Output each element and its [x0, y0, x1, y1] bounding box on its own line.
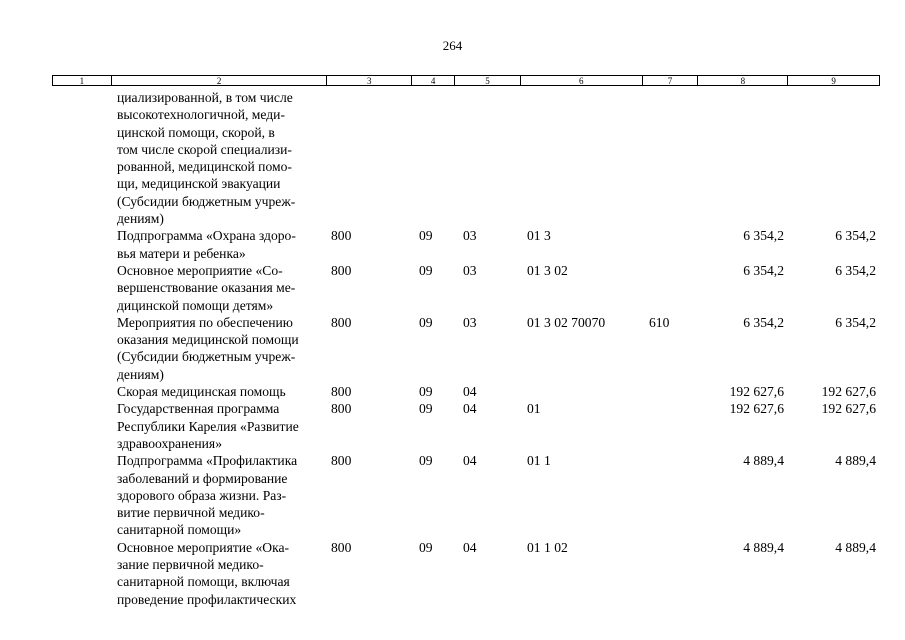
row-col-6: 01 3 02 70070 — [527, 314, 606, 330]
table-row — [0, 452, 905, 539]
row-name-line: здравоохранения» — [117, 435, 222, 451]
table-row — [0, 227, 905, 262]
row-name-line: Основное мероприятие «Со- — [117, 262, 283, 278]
row-name — [117, 89, 332, 227]
row-col-4: 09 — [419, 314, 433, 330]
row-name-line: витие первичной медико- — [117, 505, 265, 521]
row-col-5: 04 — [463, 453, 477, 469]
row-name-line: оказания медицинской помощи — [117, 332, 299, 348]
row-col-6: 01 3 — [527, 228, 551, 244]
row-name-line: санитарной помощи» — [117, 522, 242, 538]
row-col-4: 09 — [419, 539, 433, 555]
header-col-9: 9 — [831, 76, 836, 86]
header-col-5: 5 — [455, 76, 521, 85]
row-name — [117, 262, 332, 314]
row-col-3: 800 — [331, 228, 352, 244]
header-col-2: 2 — [112, 76, 327, 85]
row-name-line: санитарной помощи, включая — [117, 574, 290, 590]
row-name-line: Республики Карелия «Развитие — [117, 418, 299, 434]
row-col-9: 4 889,4 — [835, 453, 876, 469]
row-col-3: 800 — [331, 384, 352, 400]
row-name-line: циализированной, в том числе — [117, 90, 293, 105]
row-col-9: 4 889,4 — [835, 539, 876, 555]
row-name-line: дениям) — [117, 211, 164, 227]
page-number: 264 — [442, 38, 463, 53]
table-row — [0, 383, 905, 400]
row-col-6: 01 1 02 — [527, 539, 568, 555]
row-name-line: дениям) — [117, 366, 164, 382]
row-name-line: Подпрограмма «Охрана здоро- — [117, 228, 296, 244]
row-col-9: 6 354,2 — [835, 314, 876, 330]
table-header-row — [52, 75, 880, 86]
row-col-9: 192 627,6 — [821, 401, 876, 417]
row-col-5: 04 — [463, 401, 477, 417]
row-col-3: 800 — [331, 262, 352, 278]
row-col-8: 6 354,2 — [743, 228, 784, 244]
row-name-line: рованной, медицинской помо- — [117, 159, 292, 175]
table-row — [0, 539, 905, 608]
row-name — [117, 452, 332, 538]
row-col-8: 6 354,2 — [743, 262, 784, 278]
row-name-line: дицинской помощи детям» — [117, 297, 274, 313]
header-col-7: 7 — [643, 76, 699, 85]
row-col-5: 03 — [463, 262, 477, 278]
row-name-line: (Субсидии бюджетным учреж- — [117, 349, 296, 365]
row-name — [117, 539, 332, 608]
row-name-line: Основное мероприятие «Ока- — [117, 539, 290, 555]
row-name-line: проведение профилактических — [117, 591, 297, 607]
row-name-line: высокотехнологичной, меди- — [117, 107, 285, 123]
row-col-4: 09 — [419, 228, 433, 244]
row-name-line: здорового образа жизни. Раз- — [117, 487, 287, 503]
row-col-3: 800 — [331, 539, 352, 555]
row-col-9: 192 627,6 — [821, 384, 876, 400]
row-col-8: 6 354,2 — [743, 314, 784, 330]
row-col-9: 6 354,2 — [835, 228, 876, 244]
row-name — [117, 400, 332, 452]
row-col-5: 04 — [463, 384, 477, 400]
row-col-6: 01 3 02 — [527, 262, 568, 278]
row-col-4: 09 — [419, 453, 433, 469]
row-col-9: 6 354,2 — [835, 262, 876, 278]
row-name-line: заболеваний и формирование — [117, 470, 288, 486]
row-name-line: щи, медицинской эвакуации — [117, 176, 281, 192]
row-name — [117, 227, 332, 262]
row-name — [117, 383, 332, 400]
row-col-4: 09 — [419, 262, 433, 278]
row-name-line: Скорая медицинская помощь — [117, 384, 286, 400]
row-name-line: зание первичной медико- — [117, 557, 264, 573]
row-name — [117, 314, 332, 383]
row-col-6: 01 — [527, 401, 541, 417]
row-col-8: 4 889,4 — [743, 453, 784, 469]
row-name-line: Подпрограмма «Профилактика — [117, 453, 298, 469]
row-col-5: 03 — [463, 314, 477, 330]
header-col-3: 3 — [327, 76, 412, 85]
row-col-3: 800 — [331, 453, 352, 469]
table-row — [0, 262, 905, 314]
row-name-line: том числе скорой специализи- — [117, 141, 292, 157]
row-name-line: цинской помощи, скорой, в — [117, 124, 275, 140]
row-col-4: 09 — [419, 384, 433, 400]
table-row — [0, 89, 905, 227]
row-col-8: 192 627,6 — [729, 401, 784, 417]
table-row — [0, 314, 905, 383]
header-col-1: 1 — [53, 76, 112, 85]
row-name-line: Государственная программа — [117, 401, 280, 417]
row-col-3: 800 — [331, 401, 352, 417]
header-col-4: 4 — [412, 76, 455, 85]
row-col-5: 04 — [463, 539, 477, 555]
table-body — [0, 89, 905, 608]
table-row — [0, 400, 905, 452]
row-col-8: 192 627,6 — [729, 384, 784, 400]
header-col-8: 8 — [698, 76, 788, 85]
row-col-6: 01 1 — [527, 453, 551, 469]
row-col-3: 800 — [331, 314, 352, 330]
row-name-line: Мероприятия по обеспечению — [117, 314, 293, 330]
row-name-line: вершенствование оказания ме- — [117, 280, 296, 296]
row-col-4: 09 — [419, 401, 433, 417]
row-col-8: 4 889,4 — [743, 539, 784, 555]
row-col-7: 610 — [649, 314, 670, 330]
header-col-6: 6 — [521, 76, 643, 85]
row-col-5: 03 — [463, 228, 477, 244]
row-name-line: вья матери и ребенка» — [117, 245, 246, 261]
row-name-line: (Субсидии бюджетным учреж- — [117, 193, 296, 209]
